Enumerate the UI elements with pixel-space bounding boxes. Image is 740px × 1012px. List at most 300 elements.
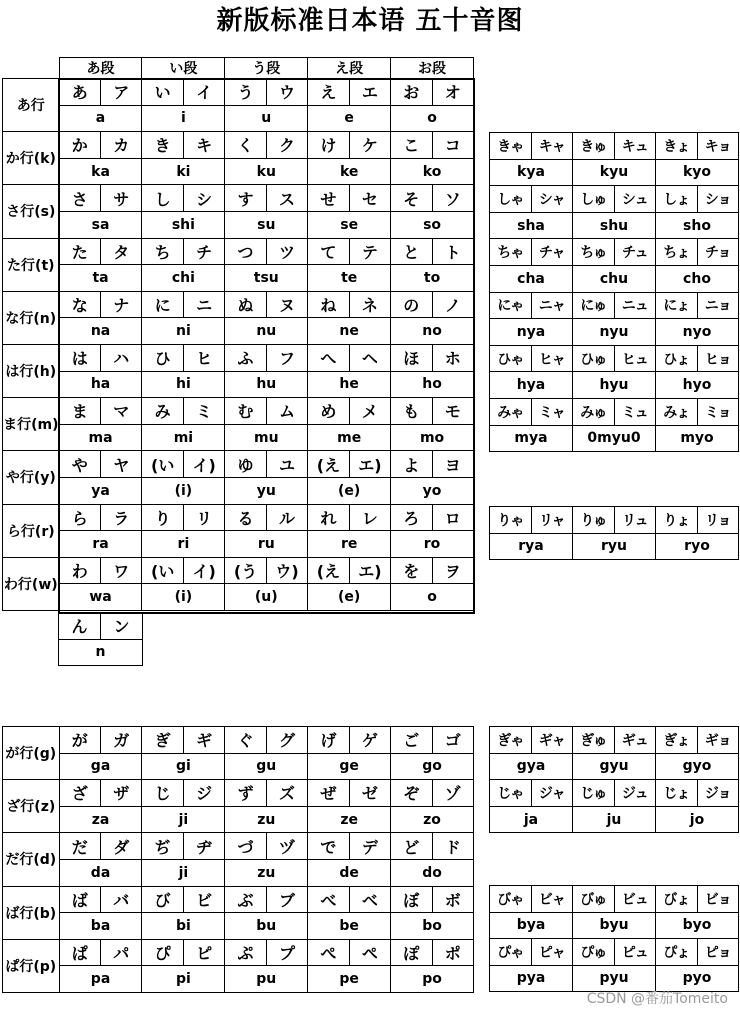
katakana-cell: ハ — [101, 344, 142, 371]
hiragana-cell: ぱ — [59, 939, 100, 966]
hiragana-cell: (え — [308, 451, 349, 478]
romaji-cell: tsu — [225, 265, 308, 292]
hiragana-cell: ろ — [391, 504, 432, 531]
youon-katakana-cell: ジュ — [614, 780, 656, 807]
katakana-cell: ヌ — [266, 291, 307, 318]
romaji-cell: o — [391, 584, 474, 611]
katakana-cell: ヒ — [183, 344, 224, 371]
katakana-cell: ン — [101, 613, 143, 640]
youon-romaji-cell: hya — [490, 372, 573, 399]
hiragana-cell: た — [59, 238, 100, 265]
hiragana-cell: ざ — [59, 780, 100, 807]
hiragana-cell: に — [142, 291, 183, 318]
hiragana-cell: お — [391, 79, 432, 106]
katakana-cell: コ — [432, 132, 473, 159]
row-label: は行(h) — [3, 344, 60, 397]
romaji-cell: zu — [225, 859, 308, 886]
youon-hiragana-cell: ひゃ — [490, 345, 532, 372]
table-row — [3, 886, 474, 913]
table-row — [3, 318, 474, 345]
katakana-cell: キ — [183, 132, 224, 159]
hiragana-cell: り — [142, 504, 183, 531]
romaji-cell: da — [59, 859, 142, 886]
row-label: ら行(r) — [3, 504, 60, 557]
youon-table-r — [489, 506, 739, 560]
youon-hiragana-cell: ひゅ — [573, 345, 615, 372]
row-label: た行(t) — [3, 238, 60, 291]
katakana-cell: ダ — [101, 833, 142, 860]
katakana-cell: ナ — [101, 291, 142, 318]
youon-romaji-cell: gyu — [573, 753, 656, 780]
katakana-cell: ネ — [349, 291, 390, 318]
katakana-cell: ブ — [266, 886, 307, 913]
hiragana-cell: ば — [59, 886, 100, 913]
youon-hiragana-cell: じゅ — [573, 780, 615, 807]
hiragana-cell: そ — [391, 185, 432, 212]
katakana-cell: フ — [266, 344, 307, 371]
youon-romaji-cell: bya — [490, 912, 573, 939]
youon-hiragana-cell: にゅ — [573, 292, 615, 319]
hiragana-cell: ぷ — [225, 939, 266, 966]
youon-katakana-cell: ギョ — [697, 727, 739, 754]
hiragana-cell: る — [225, 504, 266, 531]
hiragana-cell: ぼ — [391, 886, 432, 913]
romaji-cell: do — [391, 859, 474, 886]
katakana-cell: ト — [432, 238, 473, 265]
table-row — [490, 345, 739, 372]
youon-hiragana-cell: きゅ — [573, 133, 615, 160]
table-row — [3, 913, 474, 940]
romaji-cell: ho — [391, 371, 474, 398]
youon-katakana-cell: ジョ — [697, 780, 739, 807]
katakana-cell: ヲ — [432, 557, 473, 584]
youon-romaji-cell: ja — [490, 806, 573, 833]
youon-katakana-cell: ニョ — [697, 292, 739, 319]
youon-table-b — [489, 885, 739, 939]
katakana-cell: パ — [101, 939, 142, 966]
romaji-cell: nu — [225, 318, 308, 345]
katakana-cell: ボ — [432, 886, 473, 913]
romaji-cell: a — [59, 105, 142, 132]
youon-romaji-cell: sho — [656, 212, 739, 239]
hiragana-cell: ほ — [391, 344, 432, 371]
katakana-cell: イ) — [183, 557, 224, 584]
romaji-cell: ra — [59, 531, 142, 558]
romaji-cell: chi — [142, 265, 225, 292]
romaji-cell: ma — [59, 424, 142, 451]
youon-hiragana-cell: ちゅ — [573, 239, 615, 266]
table-row — [490, 425, 739, 452]
katakana-cell: ガ — [101, 727, 142, 754]
katakana-cell: ミ — [183, 398, 224, 425]
katakana-cell: ポ — [432, 939, 473, 966]
youon-katakana-cell: ミャ — [531, 398, 573, 425]
hiragana-cell: (え — [308, 557, 349, 584]
youon-romaji-cell: kyo — [656, 159, 739, 186]
romaji-cell: pu — [225, 966, 308, 993]
youon-romaji-cell: kyu — [573, 159, 656, 186]
hiragana-cell: (う — [225, 557, 266, 584]
romaji-cell: o — [391, 105, 474, 132]
youon-katakana-cell: シャ — [531, 186, 573, 213]
romaji-cell: ru — [225, 531, 308, 558]
youon-romaji-cell: byo — [656, 912, 739, 939]
romaji-cell: ba — [59, 913, 142, 940]
youon-hiragana-cell: じょ — [656, 780, 698, 807]
katakana-cell: シ — [183, 185, 224, 212]
katakana-cell: ユ — [266, 451, 307, 478]
romaji-cell: (i) — [142, 584, 225, 611]
hiragana-cell: み — [142, 398, 183, 425]
romaji-cell: mi — [142, 424, 225, 451]
table-row — [490, 886, 739, 913]
table-row — [3, 158, 474, 185]
katakana-cell: ツ — [266, 238, 307, 265]
hiragana-cell: ち — [142, 238, 183, 265]
romaji-cell: gi — [142, 753, 225, 780]
romaji-cell: se — [308, 211, 391, 238]
katakana-cell: エ — [349, 79, 390, 106]
youon-romaji-cell: gya — [490, 753, 573, 780]
romaji-cell: de — [308, 859, 391, 886]
row-label: が行(g) — [3, 727, 60, 780]
romaji-cell: ta — [59, 265, 142, 292]
katakana-cell: ヅ — [266, 833, 307, 860]
table-row — [3, 833, 474, 860]
youon-romaji-cell: kya — [490, 159, 573, 186]
romaji-cell: ni — [142, 318, 225, 345]
romaji-cell: ri — [142, 531, 225, 558]
romaji-cell: na — [59, 318, 142, 345]
hiragana-cell: せ — [308, 185, 349, 212]
katakana-cell: ム — [266, 398, 307, 425]
romaji-cell: su — [225, 211, 308, 238]
romaji-cell: ya — [59, 477, 142, 504]
romaji-cell: wa — [59, 584, 142, 611]
row-label: な行(n) — [3, 291, 60, 344]
table-row — [3, 477, 474, 504]
hiragana-cell: な — [59, 291, 100, 318]
romaji-cell: ha — [59, 371, 142, 398]
youon-katakana-cell: ビャ — [531, 886, 573, 913]
table-row — [3, 859, 474, 886]
table-row — [3, 939, 474, 966]
youon-hiragana-cell: びゃ — [490, 886, 532, 913]
youon-hiragana-cell: りゃ — [490, 507, 532, 534]
row-label: あ行 — [3, 79, 60, 132]
youon-table-gz — [489, 726, 739, 833]
hiragana-cell: で — [308, 833, 349, 860]
hiragana-cell: だ — [59, 833, 100, 860]
romaji-cell: ze — [308, 806, 391, 833]
table-row — [490, 806, 739, 833]
katakana-cell: ピ — [183, 939, 224, 966]
katakana-cell: ヘ — [349, 344, 390, 371]
table-row — [3, 780, 474, 807]
youon-katakana-cell: ニャ — [531, 292, 573, 319]
katakana-cell: ヤ — [101, 451, 142, 478]
youon-katakana-cell: ニュ — [614, 292, 656, 319]
romaji-cell: u — [225, 105, 308, 132]
youon-katakana-cell: ヒャ — [531, 345, 573, 372]
katakana-cell: カ — [101, 132, 142, 159]
hiragana-cell: も — [391, 398, 432, 425]
youon-hiragana-cell: ぎょ — [656, 727, 698, 754]
katakana-cell: ゴ — [432, 727, 473, 754]
youon-katakana-cell: チャ — [531, 239, 573, 266]
hiragana-cell: ふ — [225, 344, 266, 371]
katakana-cell: ホ — [432, 344, 473, 371]
youon-hiragana-cell: じゃ — [490, 780, 532, 807]
katakana-cell: イ — [183, 79, 224, 106]
katakana-cell: セ — [349, 185, 390, 212]
youon-romaji-cell: nya — [490, 319, 573, 346]
hiragana-cell: ぜ — [308, 780, 349, 807]
row-label: か行(k) — [3, 132, 60, 185]
romaji-cell: no — [391, 318, 474, 345]
katakana-cell: ク — [266, 132, 307, 159]
hiragana-cell: し — [142, 185, 183, 212]
hiragana-cell: れ — [308, 504, 349, 531]
katakana-cell: ヨ — [432, 451, 473, 478]
youon-katakana-cell: ミュ — [614, 398, 656, 425]
romaji-cell: bu — [225, 913, 308, 940]
youon-hiragana-cell: ちゃ — [490, 239, 532, 266]
youon-romaji-cell: ryu — [573, 533, 656, 560]
romaji-cell: hi — [142, 371, 225, 398]
youon-romaji-cell: mya — [490, 425, 573, 452]
katakana-cell: ペ — [349, 939, 390, 966]
page-title: 新版标准日本语 五十音图 — [216, 6, 524, 36]
romaji-cell: ki — [142, 158, 225, 185]
column-header: あ段 — [59, 58, 142, 79]
youon-romaji-cell: rya — [490, 533, 573, 560]
hiragana-cell: ね — [308, 291, 349, 318]
romaji-cell: ji — [142, 806, 225, 833]
katakana-cell: ル — [266, 504, 307, 531]
romaji-cell: (u) — [225, 584, 308, 611]
katakana-cell: ワ — [101, 557, 142, 584]
youon-katakana-cell: ビュ — [614, 886, 656, 913]
youon-katakana-cell: キャ — [531, 133, 573, 160]
katakana-cell: ケ — [349, 132, 390, 159]
hiragana-cell: あ — [59, 79, 100, 106]
romaji-cell: me — [308, 424, 391, 451]
table-row — [490, 133, 739, 160]
romaji-cell: mu — [225, 424, 308, 451]
hiragana-cell: く — [225, 132, 266, 159]
youon-romaji-cell: nyo — [656, 319, 739, 346]
katakana-cell: グ — [266, 727, 307, 754]
youon-hiragana-cell: みゃ — [490, 398, 532, 425]
romaji-cell: (e) — [308, 477, 391, 504]
romaji-cell: ne — [308, 318, 391, 345]
romaji-cell: sa — [59, 211, 142, 238]
romaji-cell: ji — [142, 859, 225, 886]
youon-romaji-cell: byu — [573, 912, 656, 939]
n-table — [58, 612, 143, 666]
hiragana-cell: ひ — [142, 344, 183, 371]
youon-romaji-cell: cho — [656, 265, 739, 292]
table-row — [3, 504, 474, 531]
hiragana-cell: ず — [225, 780, 266, 807]
hiragana-cell: か — [59, 132, 100, 159]
youon-romaji-cell: nyu — [573, 319, 656, 346]
romaji-cell: ga — [59, 753, 142, 780]
katakana-cell: デ — [349, 833, 390, 860]
table-row — [3, 105, 474, 132]
table-row — [490, 939, 739, 966]
romaji-cell: yu — [225, 477, 308, 504]
table-row — [3, 344, 474, 371]
katakana-cell: ウ) — [266, 557, 307, 584]
katakana-cell: レ — [349, 504, 390, 531]
romaji-cell: so — [391, 211, 474, 238]
hiragana-cell: べ — [308, 886, 349, 913]
table-row — [3, 211, 474, 238]
table-row — [490, 186, 739, 213]
katakana-cell: ギ — [183, 727, 224, 754]
hiragana-cell: ぢ — [142, 833, 183, 860]
youon-katakana-cell: ギュ — [614, 727, 656, 754]
youon-hiragana-cell: みゅ — [573, 398, 615, 425]
hiragana-cell: ぬ — [225, 291, 266, 318]
romaji-cell: go — [391, 753, 474, 780]
table-row — [490, 727, 739, 754]
romaji-cell: he — [308, 371, 391, 398]
youon-katakana-cell: ピョ — [697, 939, 739, 966]
hiragana-cell: ぎ — [142, 727, 183, 754]
katakana-cell: エ) — [349, 451, 390, 478]
romaji-cell: ge — [308, 753, 391, 780]
romaji-cell: pi — [142, 966, 225, 993]
romaji-cell: zu — [225, 806, 308, 833]
row-label: ば行(b) — [3, 886, 60, 939]
table-row — [3, 451, 474, 478]
row-label: さ行(s) — [3, 185, 60, 238]
youon-katakana-cell: キュ — [614, 133, 656, 160]
romaji-cell: (i) — [142, 477, 225, 504]
youon-hiragana-cell: きょ — [656, 133, 698, 160]
romaji-cell: zo — [391, 806, 474, 833]
table-row — [490, 239, 739, 266]
youon-table-p — [489, 938, 739, 992]
katakana-cell: ズ — [266, 780, 307, 807]
youon-romaji-cell: ju — [573, 806, 656, 833]
romaji-cell: ku — [225, 158, 308, 185]
table-row — [3, 966, 474, 993]
row-label: ま行(m) — [3, 398, 60, 451]
column-header: え段 — [308, 58, 391, 79]
table-row — [3, 806, 474, 833]
youon-romaji-cell: pya — [490, 965, 573, 992]
romaji-cell: re — [308, 531, 391, 558]
katakana-cell: ア — [101, 79, 142, 106]
hiragana-cell: は — [59, 344, 100, 371]
katakana-cell: サ — [101, 185, 142, 212]
romaji-cell: to — [391, 265, 474, 292]
youon-hiragana-cell: りょ — [656, 507, 698, 534]
youon-katakana-cell: ショ — [697, 186, 739, 213]
katakana-cell: モ — [432, 398, 473, 425]
table-row — [3, 371, 474, 398]
youon-hiragana-cell: ぴょ — [656, 939, 698, 966]
youon-katakana-cell: ヒュ — [614, 345, 656, 372]
romaji-cell: hu — [225, 371, 308, 398]
youon-katakana-cell: リャ — [531, 507, 573, 534]
romaji-cell: mo — [391, 424, 474, 451]
hiragana-cell: の — [391, 291, 432, 318]
youon-hiragana-cell: ぎゅ — [573, 727, 615, 754]
hiragana-cell: ぐ — [225, 727, 266, 754]
romaji-cell: ka — [59, 158, 142, 185]
table-row — [3, 584, 474, 611]
table-row — [490, 159, 739, 186]
hiragana-cell: む — [225, 398, 266, 425]
hiragana-cell: つ — [225, 238, 266, 265]
table-row — [3, 291, 474, 318]
hiragana-cell: (い — [142, 451, 183, 478]
katakana-cell: プ — [266, 939, 307, 966]
column-header: い段 — [142, 58, 225, 79]
hiragana-cell: げ — [308, 727, 349, 754]
youon-hiragana-cell: ぎゃ — [490, 727, 532, 754]
youon-romaji-cell: sha — [490, 212, 573, 239]
youon-hiragana-cell: しゃ — [490, 186, 532, 213]
youon-hiragana-cell: びょ — [656, 886, 698, 913]
table-row — [3, 238, 474, 265]
youon-hiragana-cell: しゅ — [573, 186, 615, 213]
gojuon-table — [2, 57, 474, 611]
watermark: CSDN @番茄Tomeito — [586, 991, 728, 1007]
katakana-cell: エ) — [349, 557, 390, 584]
hiragana-cell: わ — [59, 557, 100, 584]
katakana-cell: ノ — [432, 291, 473, 318]
youon-katakana-cell: ジャ — [531, 780, 573, 807]
hiragana-cell: け — [308, 132, 349, 159]
hiragana-cell: よ — [391, 451, 432, 478]
table-row — [3, 79, 474, 106]
katakana-cell: テ — [349, 238, 390, 265]
table-row — [3, 424, 474, 451]
romaji-cell: i — [142, 105, 225, 132]
table-row — [490, 265, 739, 292]
hiragana-cell: ん — [59, 613, 101, 640]
table-row — [490, 533, 739, 560]
katakana-cell: ジ — [183, 780, 224, 807]
katakana-cell: ゾ — [432, 780, 473, 807]
youon-hiragana-cell: りゅ — [573, 507, 615, 534]
youon-hiragana-cell: ぴゃ — [490, 939, 532, 966]
table-row — [490, 507, 739, 534]
katakana-cell: ゼ — [349, 780, 390, 807]
hiragana-cell: ゆ — [225, 451, 266, 478]
romaji-cell: shi — [142, 211, 225, 238]
hiragana-cell: ぞ — [391, 780, 432, 807]
katakana-cell: イ) — [183, 451, 224, 478]
romaji-cell: yo — [391, 477, 474, 504]
romaji-cell: po — [391, 966, 474, 993]
table-row — [3, 727, 474, 754]
youon-hiragana-cell: しょ — [656, 186, 698, 213]
hiragana-cell: じ — [142, 780, 183, 807]
hiragana-cell: ま — [59, 398, 100, 425]
table-row — [3, 557, 474, 584]
hiragana-cell: が — [59, 727, 100, 754]
youon-hiragana-cell: きゃ — [490, 133, 532, 160]
youon-romaji-cell: myo — [656, 425, 739, 452]
hiragana-cell: ら — [59, 504, 100, 531]
